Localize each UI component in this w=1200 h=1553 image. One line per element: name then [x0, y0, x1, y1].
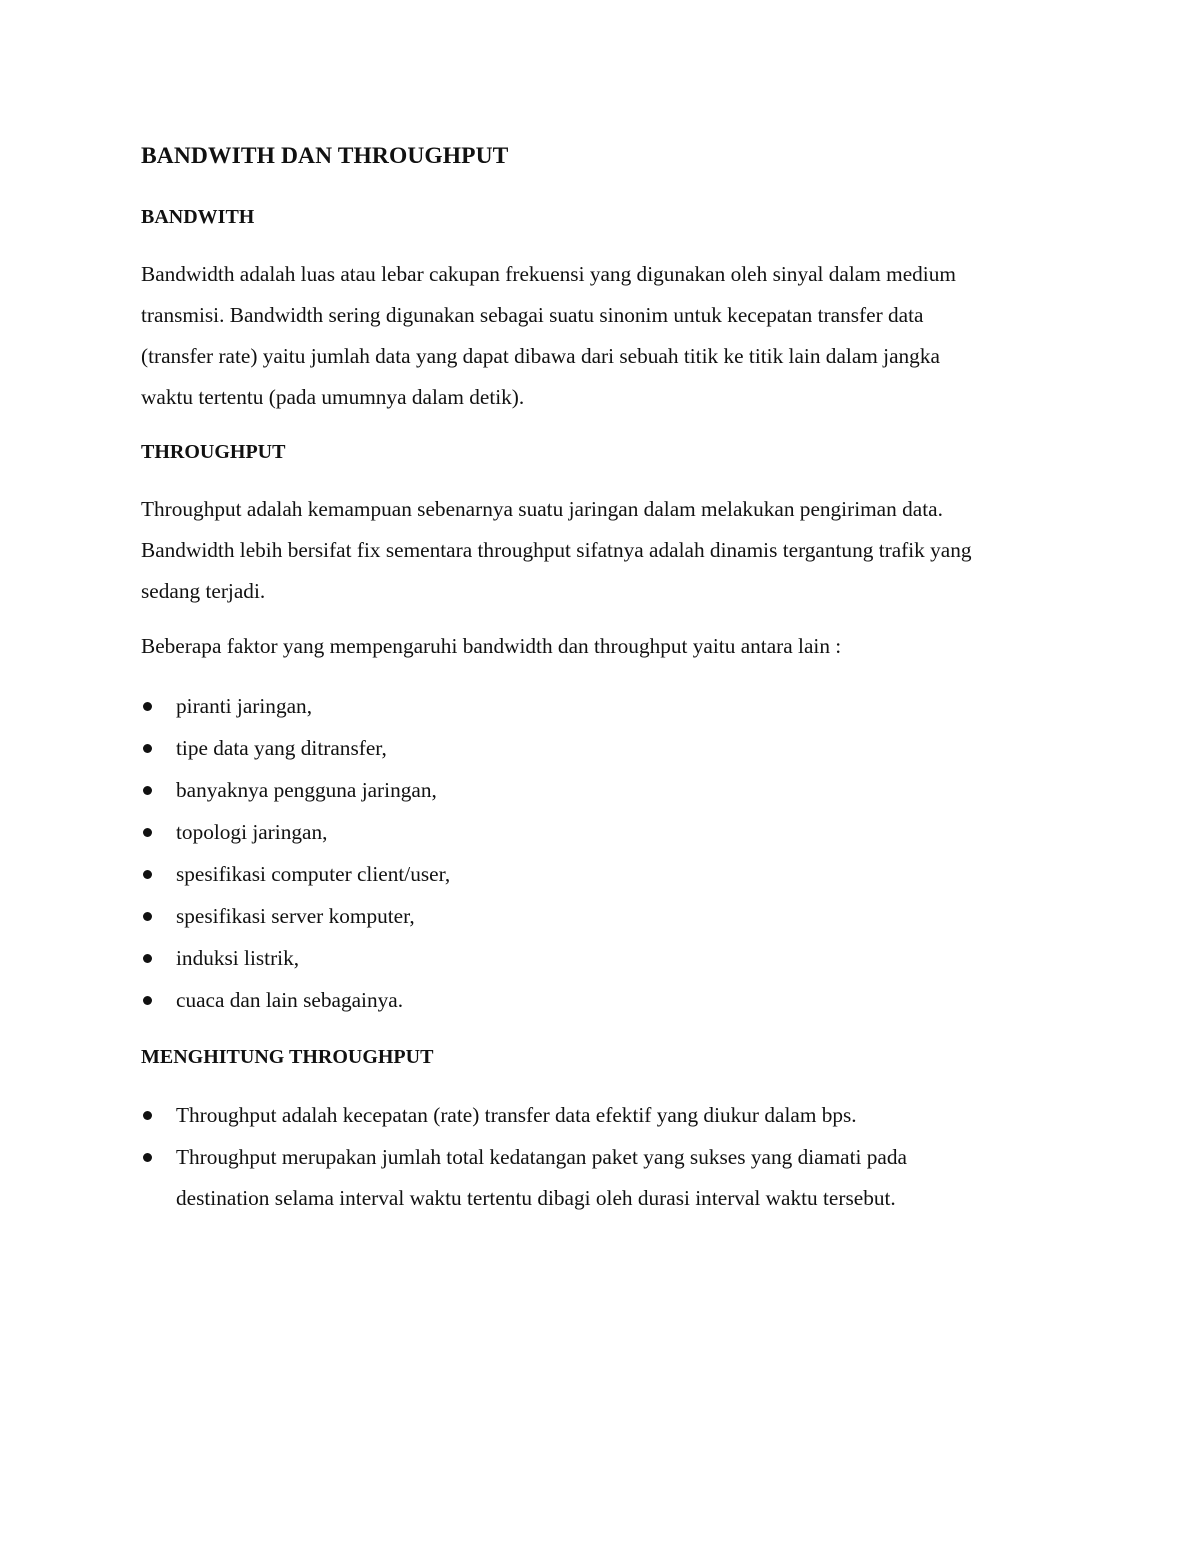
list-item-text: spesifikasi computer client/user, — [176, 862, 451, 886]
bullet-icon — [143, 786, 152, 795]
paragraph-line: Bandwidth lebih bersifat fix sementara throughput sifatnya adalah dinamis tergantung trafik yang — [141, 538, 972, 562]
paragraph-line: sedang terjadi. — [141, 579, 266, 603]
list-item-text: tipe data yang ditransfer, — [176, 736, 387, 760]
bullet-icon — [143, 702, 152, 711]
bullet-icon — [143, 954, 152, 963]
paragraph-bandwidth-definition — [141, 254, 1076, 418]
list-item-text-continuation: destination selama interval waktu tertentu dibagi oleh durasi interval waktu tersebut. — [176, 1186, 896, 1210]
bullet-icon — [143, 744, 152, 753]
paragraph-line: transmisi. Bandwidth sering digunakan sebagai suatu sinonim untuk kecepatan transfer data — [141, 303, 924, 327]
section-heading-throughput: THROUGHPUT — [141, 441, 286, 463]
paragraph-factors-intro — [141, 626, 1076, 667]
list-item-text: piranti jaringan, — [176, 694, 313, 718]
bullet-icon — [143, 912, 152, 921]
bullet-icon — [143, 828, 152, 837]
bullet-icon — [143, 1111, 152, 1120]
section-heading-bandwith: BANDWITH — [141, 206, 255, 228]
bullet-icon — [143, 870, 152, 879]
list-item-text: Throughput merupakan jumlah total kedatangan paket yang sukses yang diamati pada — [176, 1145, 907, 1169]
bullet-icon — [143, 996, 152, 1005]
paragraph-line: Bandwidth adalah luas atau lebar cakupan frekuensi yang digunakan oleh sinyal dalam medium — [141, 262, 956, 286]
paragraph-throughput-definition — [141, 489, 1076, 612]
paragraph-line: Throughput adalah kemampuan sebenarnya suatu jaringan dalam melakukan pengiriman data. — [141, 497, 943, 521]
paragraph-line: waktu tertentu (pada umumnya dalam detik). — [141, 385, 525, 409]
list-item-text: induksi listrik, — [176, 946, 300, 970]
list-item-text: spesifikasi server komputer, — [176, 904, 415, 928]
section-heading-menghitung-throughput: MENGHITUNG THROUGHPUT — [141, 1046, 434, 1068]
list-item-text: Throughput adalah kecepatan (rate) transfer data efektif yang diukur dalam bps. — [176, 1103, 857, 1127]
document-title: BANDWITH DAN THROUGHPUT — [141, 143, 509, 169]
paragraph-line: Beberapa faktor yang mempengaruhi bandwidth dan throughput yaitu antara lain : — [141, 634, 842, 658]
list-item-text: topologi jaringan, — [176, 820, 328, 844]
list-item-text: cuaca dan lain sebagainya. — [176, 988, 404, 1012]
paragraph-line: (transfer rate) yaitu jumlah data yang dapat dibawa dari sebuah titik ke titik lain dalam jangka — [141, 344, 940, 368]
list-item-text: banyaknya pengguna jaringan, — [176, 778, 437, 802]
bullet-icon — [143, 1153, 152, 1162]
